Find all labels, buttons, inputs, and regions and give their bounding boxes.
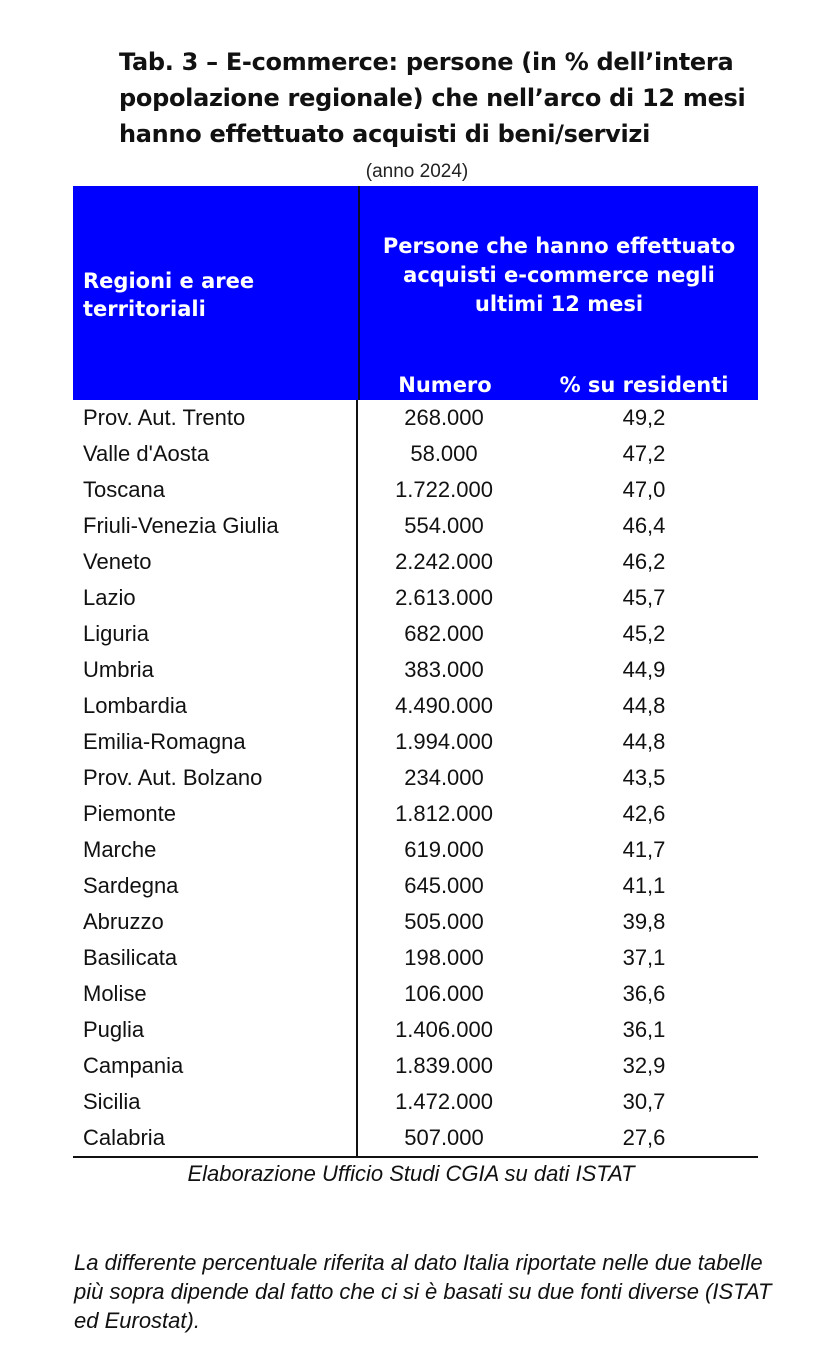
cell-number: 2.242.000 <box>395 549 493 574</box>
table-row <box>73 1084 758 1120</box>
table-row <box>73 616 758 652</box>
ecommerce-table <box>73 186 758 1158</box>
cell-number: 234.000 <box>404 765 484 790</box>
table-row <box>73 1120 758 1156</box>
table-row <box>73 724 758 760</box>
cell-percent: 36,1 <box>622 1017 666 1042</box>
table-header <box>73 186 758 400</box>
cell-percent: 44,9 <box>622 657 666 682</box>
cell-percent: 45,7 <box>622 585 666 610</box>
cell-number: 507.000 <box>404 1125 484 1150</box>
source-note: Elaborazione Ufficio Studi CGIA su dati ISTAT <box>187 1161 635 1186</box>
table-row <box>73 472 758 508</box>
cell-region: Lombardia <box>73 688 358 724</box>
cell-region: Puglia <box>73 1012 358 1048</box>
cell-percent: 43,5 <box>622 765 666 790</box>
cell-number: 58.000 <box>410 441 478 466</box>
cell-percent: 39,8 <box>622 909 666 934</box>
cell-number: 505.000 <box>404 909 484 934</box>
cell-percent: 42,6 <box>622 801 666 826</box>
cell-percent: 46,4 <box>622 513 666 538</box>
table-subtitle: (anno 2024) <box>365 161 469 182</box>
header-group: Persone che hanno effettuato acquisti e-commerce negli ultimi 12 mesi <box>382 234 736 316</box>
table-row <box>73 436 758 472</box>
header-region: Regioni e aree territoriali <box>83 269 255 321</box>
table-row <box>73 400 758 436</box>
cell-region: Basilicata <box>73 940 358 976</box>
cell-number: 1.839.000 <box>395 1053 493 1078</box>
header-percent: % su residenti <box>559 373 729 397</box>
cell-region: Emilia-Romagna <box>73 724 358 760</box>
table-row <box>73 940 758 976</box>
cell-number: 1.812.000 <box>395 801 493 826</box>
table-body <box>73 400 758 1158</box>
cell-region: Prov. Aut. Bolzano <box>73 760 358 796</box>
cell-percent: 32,9 <box>622 1053 666 1078</box>
cell-number: 619.000 <box>404 837 484 862</box>
cell-number: 2.613.000 <box>395 585 493 610</box>
cell-region: Lazio <box>73 580 358 616</box>
table-row <box>73 796 758 832</box>
table-row <box>73 976 758 1012</box>
cell-region: Umbria <box>73 652 358 688</box>
cell-number: 1.472.000 <box>395 1089 493 1114</box>
table-row <box>73 508 758 544</box>
cell-number: 554.000 <box>404 513 484 538</box>
cell-percent: 45,2 <box>622 621 666 646</box>
cell-number: 198.000 <box>404 945 484 970</box>
table-row <box>73 1012 758 1048</box>
cell-number: 106.000 <box>404 981 484 1006</box>
cell-number: 4.490.000 <box>395 693 493 718</box>
cell-region: Friuli-Venezia Giulia <box>73 508 358 544</box>
cell-region: Veneto <box>73 544 358 580</box>
cell-region: Liguria <box>73 616 358 652</box>
table-row <box>73 832 758 868</box>
table-row <box>73 580 758 616</box>
cell-region: Abruzzo <box>73 904 358 940</box>
cell-percent: 46,2 <box>622 549 666 574</box>
table-row <box>73 688 758 724</box>
cell-percent: 30,7 <box>622 1089 666 1114</box>
cell-percent: 49,2 <box>622 405 666 430</box>
cell-region: Marche <box>73 832 358 868</box>
cell-percent: 37,1 <box>622 945 666 970</box>
cell-region: Piemonte <box>73 796 358 832</box>
cell-region: Calabria <box>73 1120 358 1156</box>
cell-region: Molise <box>73 976 358 1012</box>
table-row <box>73 652 758 688</box>
cell-percent: 47,0 <box>622 477 666 502</box>
cell-region: Toscana <box>73 472 358 508</box>
cell-region: Sicilia <box>73 1084 358 1120</box>
cell-percent: 27,6 <box>622 1125 666 1150</box>
cell-region: Valle d'Aosta <box>73 436 358 472</box>
table-title: Tab. 3 – E-commerce: persone (in % dell’intera popolazione regionale) che nell’arco di 12 mesi hanno effettuato acquisti di beni/servizi <box>119 48 746 148</box>
table-row <box>73 1048 758 1084</box>
cell-number: 682.000 <box>404 621 484 646</box>
cell-region: Sardegna <box>73 868 358 904</box>
cell-percent: 41,7 <box>622 837 666 862</box>
cell-percent: 44,8 <box>622 693 666 718</box>
cell-number: 645.000 <box>404 873 484 898</box>
cell-number: 383.000 <box>404 657 484 682</box>
cell-number: 268.000 <box>404 405 484 430</box>
table-row <box>73 868 758 904</box>
cell-percent: 41,1 <box>622 873 666 898</box>
table-row <box>73 760 758 796</box>
cell-number: 1.406.000 <box>395 1017 493 1042</box>
cell-region: Prov. Aut. Trento <box>73 400 358 436</box>
table-row <box>73 904 758 940</box>
header-divider <box>358 186 360 400</box>
table-row <box>73 544 758 580</box>
footnote: La differente percentuale riferita al dato Italia riportate nelle due tabelle più sopra dipende dal fatto che ci si è basati su due fonti diverse (ISTAT ed Eurostat). <box>74 1250 772 1333</box>
cell-percent: 47,2 <box>622 441 666 466</box>
cell-percent: 44,8 <box>622 729 666 754</box>
header-number: Numero <box>398 373 492 397</box>
cell-percent: 36,6 <box>622 981 666 1006</box>
cell-number: 1.722.000 <box>395 477 493 502</box>
cell-number: 1.994.000 <box>395 729 493 754</box>
cell-region: Campania <box>73 1048 358 1084</box>
